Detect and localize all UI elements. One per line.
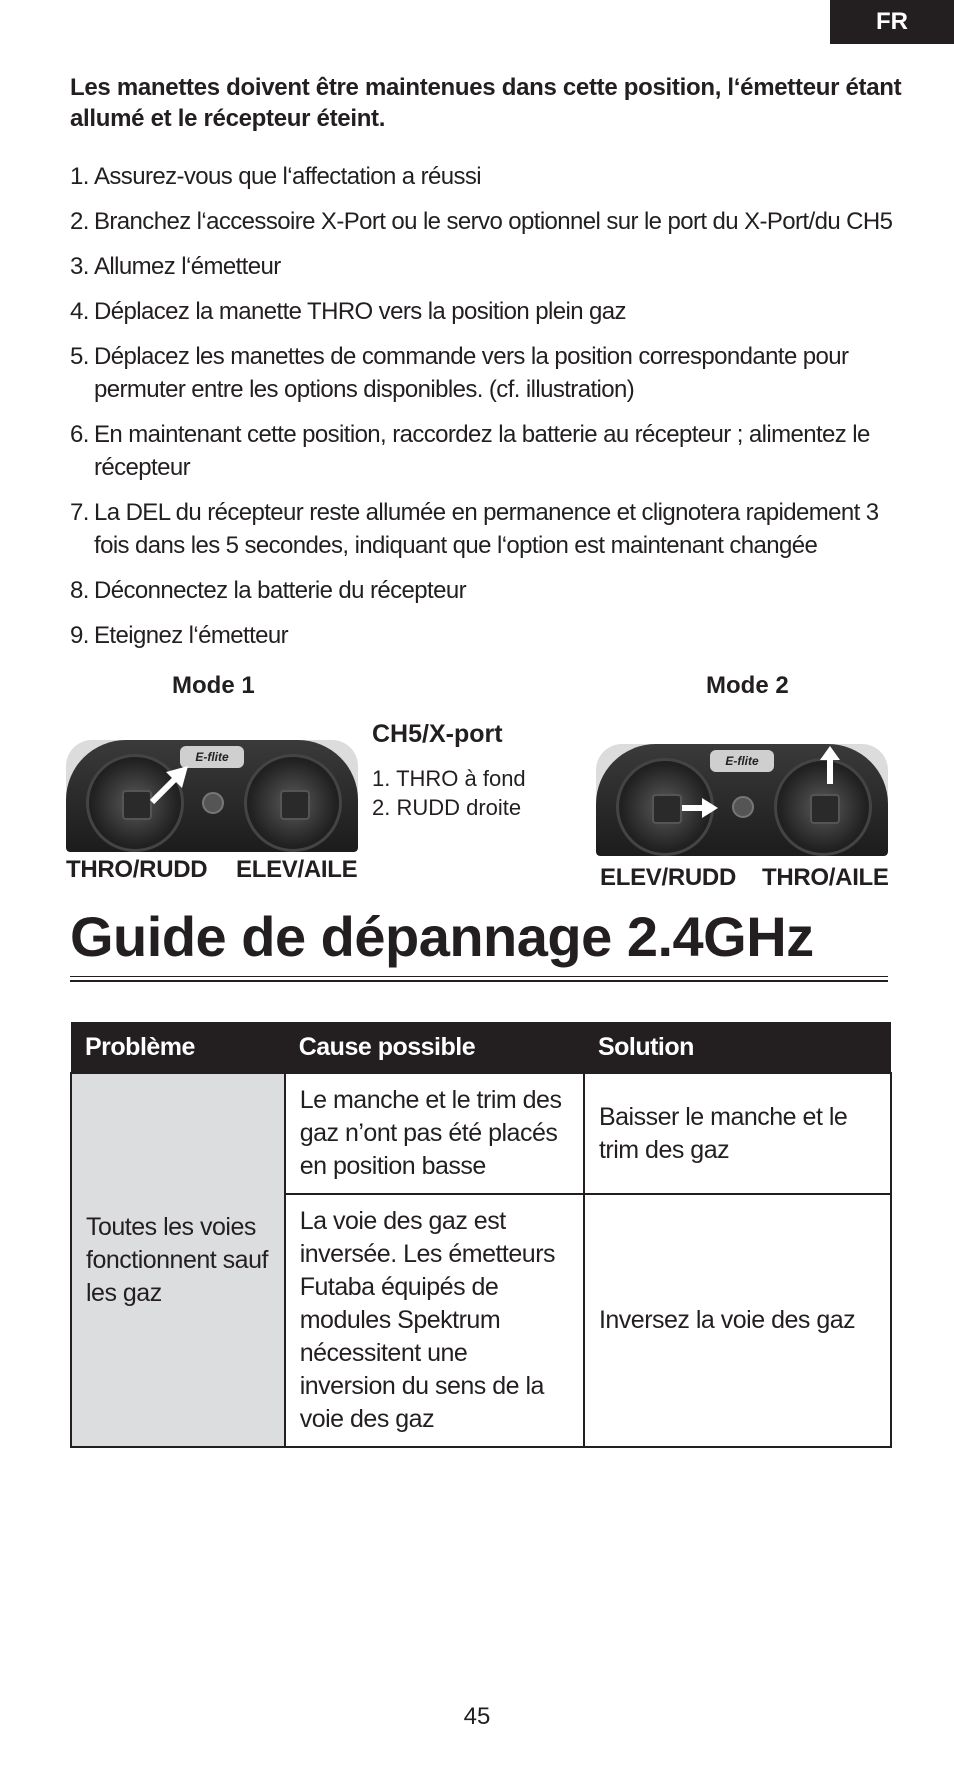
mode1-left-caption: THRO/RUDD xyxy=(66,856,208,883)
language-tab: FR xyxy=(830,0,954,44)
mode1-label: Mode 1 xyxy=(172,672,255,699)
mode1-right-caption: ELEV/AILE xyxy=(236,856,358,883)
column-header: Solution xyxy=(584,1022,891,1073)
intro-paragraph: Les manettes doivent être maintenues dans cette position, l‘émetteur étant allumé et le récepteur éteint. xyxy=(70,74,902,132)
step-number: 3. xyxy=(70,253,89,280)
list-item xyxy=(70,160,910,193)
solution-cell: Baisser le manche et le trim des gaz xyxy=(584,1073,891,1194)
step-text: Branchez l‘accessoire X-Port ou le servo optionnel sur le port du X-Port/du CH5 xyxy=(94,208,893,235)
mode2-right-caption: THRO/AILE xyxy=(762,864,889,891)
ch5-steps xyxy=(372,764,526,822)
step-text: Eteignez l‘émetteur xyxy=(94,622,289,649)
step-text: Déplacez la manette THRO vers la position plein gaz xyxy=(94,298,626,325)
title-rule xyxy=(70,980,888,982)
cause-cell: La voie des gaz est inversée. Les émetteurs Futaba équipés de modules Spektrum nécessitent une inversion du sens de la voie des gaz xyxy=(285,1194,584,1447)
step-text: Déconnectez la batterie du récepteur xyxy=(94,577,466,604)
list-item xyxy=(70,574,910,607)
solution-cell: Inversez la voie des gaz xyxy=(584,1194,891,1447)
arrow-up-right-icon xyxy=(66,740,358,852)
step-number: 5. xyxy=(70,343,89,370)
list-item xyxy=(70,619,910,652)
step-number: 4. xyxy=(70,298,89,325)
step-number: 8. xyxy=(70,577,89,604)
step-text: Déplacez les manettes de commande vers la position correspondante pour permuter entre les options disponibles. (cf. illustration) xyxy=(94,343,849,403)
table-header-row xyxy=(71,1022,891,1073)
step-text: En maintenant cette position, raccordez la batterie au récepteur ; alimentez le récepteur xyxy=(94,421,870,481)
mode1-transmitter-image xyxy=(66,740,358,852)
list-item xyxy=(70,496,910,562)
cause-cell: Le manche et le trim des gaz n’ont pas été placés en position basse xyxy=(285,1073,584,1194)
step-text: Allumez l‘émetteur xyxy=(94,253,281,280)
page-number: 45 xyxy=(463,1703,491,1730)
list-item xyxy=(70,295,910,328)
mode2-label: Mode 2 xyxy=(706,672,789,699)
arrows-icon xyxy=(596,744,888,856)
list-item xyxy=(70,205,910,238)
step-number: 9. xyxy=(70,622,89,649)
list-item xyxy=(70,250,910,283)
step-number: 2. xyxy=(70,208,89,235)
step-text: Assurez-vous que l‘affectation a réussi xyxy=(94,163,482,190)
step-number: 1. xyxy=(70,163,89,190)
step-number: 6. xyxy=(70,421,89,448)
column-header: Problème xyxy=(71,1022,285,1073)
steps-list xyxy=(70,160,910,664)
ch5-title: CH5/X-port xyxy=(372,720,503,748)
eflite-logo: E-flite xyxy=(710,750,774,772)
table-row xyxy=(71,1073,891,1194)
section-title: Guide de dépannage 2.4GHz xyxy=(70,905,814,968)
mode2-left-caption: ELEV/RUDD xyxy=(600,864,736,891)
step-text: La DEL du récepteur reste allumée en permanence et clignotera rapidement 3 fois dans les 5 secondes, indiquant que l‘option est maintenant changée xyxy=(94,499,879,559)
problem-cell: Toutes les voies fonctionnent sauf les gaz xyxy=(71,1073,285,1447)
list-item xyxy=(70,340,910,406)
mode2-transmitter-image xyxy=(596,744,888,856)
troubleshooting-table xyxy=(70,1022,892,1448)
column-header: Cause possible xyxy=(285,1022,584,1073)
list-item xyxy=(70,418,910,484)
ch5-step-2: 2. RUDD droite xyxy=(372,795,522,820)
eflite-logo: E-flite xyxy=(180,746,244,768)
ch5-step-1: 1. THRO à fond xyxy=(372,766,526,791)
title-rule xyxy=(70,976,888,977)
step-number: 7. xyxy=(70,499,89,526)
